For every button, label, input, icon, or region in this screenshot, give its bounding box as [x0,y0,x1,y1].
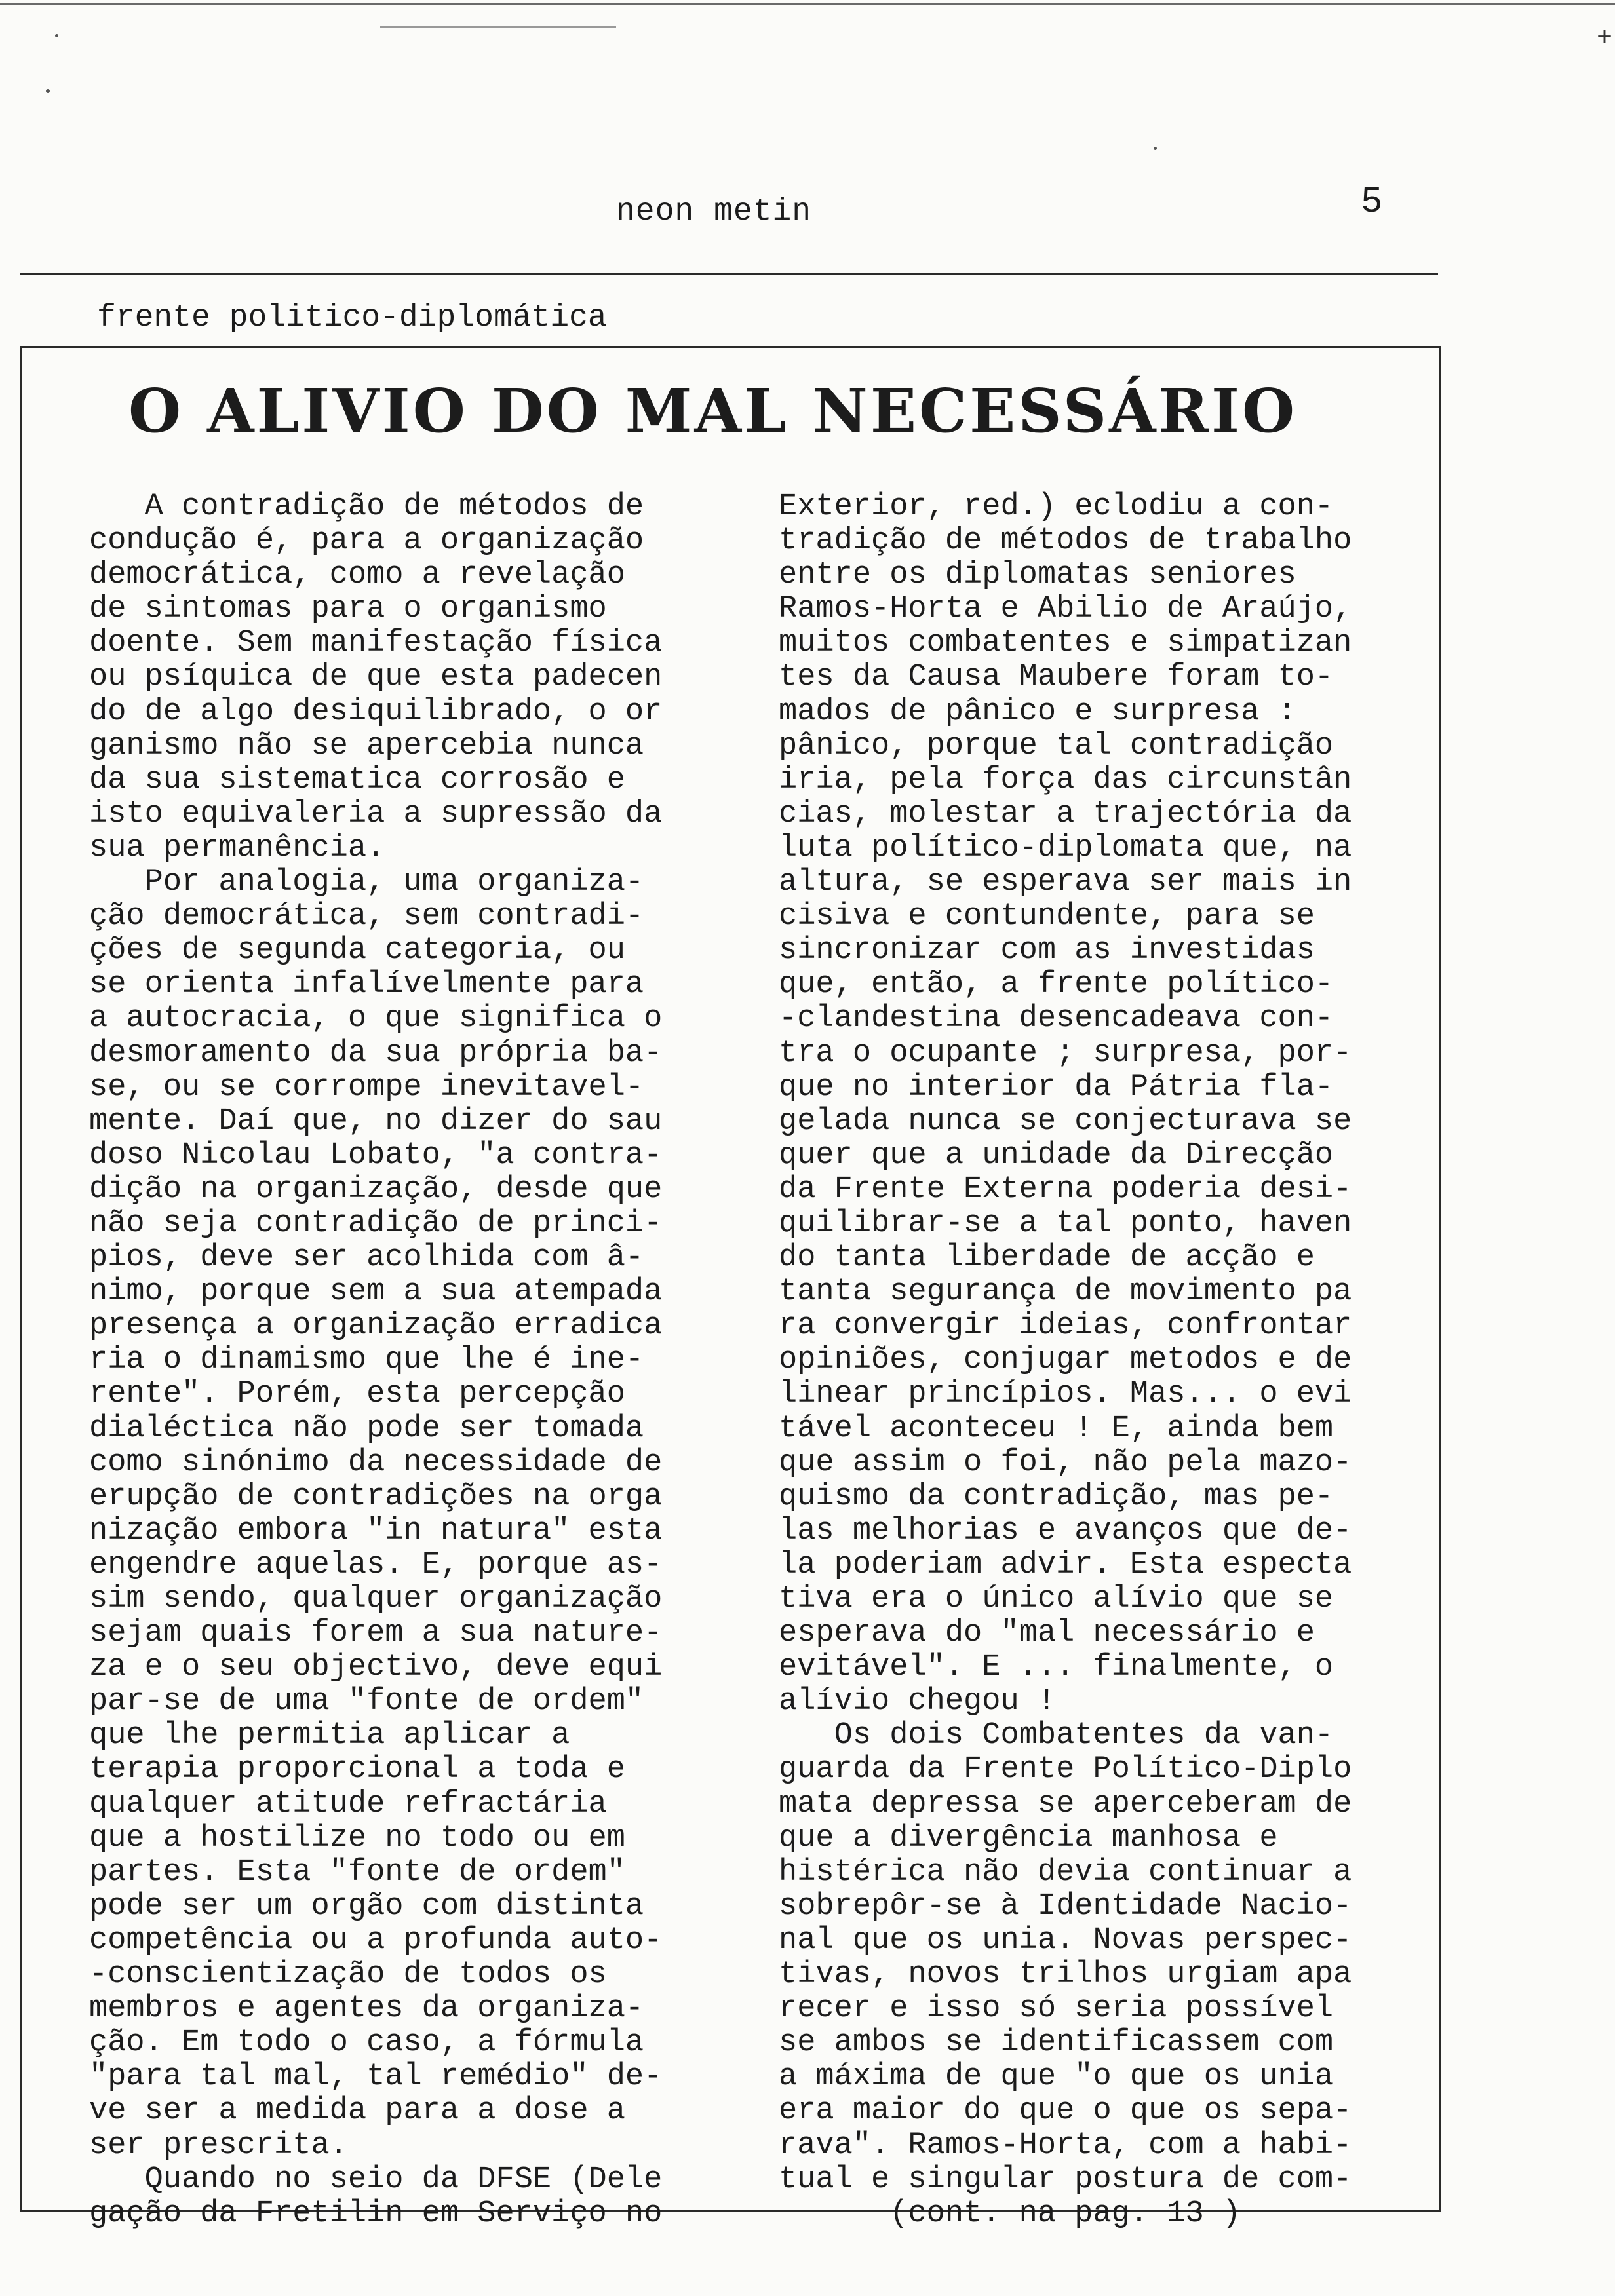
corner-mark: + [1597,24,1613,54]
article-text-line: sim sendo, qualquer organização [89,1582,663,1617]
article-text-line: Por analogia, uma organiza- [89,865,644,900]
article-text-line: nização embora "in natura" esta [89,1513,663,1548]
article-text-line: a máxima de que "o que os unia [779,2059,1334,2095]
article-text-line: linear princípios. Mas... o evi [779,1377,1352,1412]
article-text-line: membros e agentes da organiza- [89,1991,644,2027]
article-text-line: doente. Sem manifestação física [89,626,663,661]
article-text-line: desmoramento da sua própria ba- [89,1035,663,1071]
article-text-line: que, então, a frente político- [779,967,1334,1003]
article-text-line: ra convergir ideias, confrontar [779,1309,1352,1344]
scan-speck [380,26,616,28]
article-text-line: -clandestina desencadeava con- [779,1001,1334,1037]
article-text-line: gelada nunca se conjecturava se [779,1103,1352,1139]
article-text-line: mente. Daí que, no dizer do sau [89,1103,663,1139]
publication-name: neon metin [616,194,812,229]
article-text-line: altura, se esperava ser mais in [779,865,1352,900]
article-text-line: tivas, novos trilhos urgiam apa [779,1957,1352,1993]
article-text-line: guarda da Frente Político-Diplo [779,1752,1352,1788]
article-text-line: za e o seu objectivo, deve equi [89,1650,663,1685]
article-text-line: ser prescrita. [89,2128,348,2163]
article-text-line: Exterior, red.) eclodiu a con- [779,489,1334,524]
article-text-line: se, ou se corrompe inevitavel- [89,1069,644,1105]
article-text-line: (cont. na pag. 13 ) [779,2196,1241,2231]
article-text-line: esperava do "mal necessário e [779,1616,1315,1651]
article-text-line: las melhorias e avanços que de- [779,1513,1352,1548]
article-text-line: ou psíquica de que esta padecen [89,660,663,695]
article-text-line: rava". Ramos-Horta, com a habi- [779,2128,1352,2163]
article-text-line: Ramos-Horta e Abilio de Araújo, [779,592,1352,627]
article-text-line: de sintomas para o organismo [89,592,607,627]
article-text-line: do de algo desiquilibrado, o or [89,694,663,729]
article-text-line: la poderiam advir. Esta especta [779,1547,1352,1582]
article-text-line: ções de segunda categoria, ou [89,933,625,968]
article-text-line: sejam quais forem a sua nature- [89,1616,663,1651]
article-text-line: ganismo não se apercebia nunca [89,728,644,763]
article-text-line: pânico, porque tal contradição [779,728,1334,763]
article-text-line: como sinónimo da necessidade de [89,1445,663,1480]
article-text-line: mados de pânico e surpresa : [779,694,1296,729]
article-text-line: mata depressa se aperceberam de [779,1786,1352,1822]
article-text-line: partes. Esta "fonte de ordem" [89,1854,625,1890]
article-text-line: presença a organização erradica [89,1309,663,1344]
article-text-line: que lhe permitia aplicar a [89,1718,570,1753]
article-text-line: qualquer atitude refractária [89,1786,607,1822]
article-text-line: cias, molestar a trajectória da [779,796,1352,832]
page-number: 5 [1361,181,1383,223]
article-text-line: da sua sistematica corrosão e [89,762,625,797]
article-text-line: nimo, porque sem a sua atempada [89,1274,663,1310]
article-text-line: da Frente Externa poderia desi- [779,1172,1352,1207]
article-text-line: iria, pela força das circunstân [779,762,1352,797]
article-text-line: Quando no seio da DFSE (Dele [89,2162,663,2197]
article-text-line: ção democrática, sem contradi- [89,899,644,934]
article-text-line: engendre aquelas. E, porque as- [89,1547,663,1582]
article-text-line: ria o dinamismo que lhe é ine- [89,1343,644,1378]
article-text-line: sincronizar com as investidas [779,933,1315,968]
article-text-line: sobrepôr-se à Identidade Nacio- [779,1888,1352,1924]
article-text-line: luta político-diplomata que, na [779,830,1352,866]
article-left-column [89,490,712,2231]
article-text-line: se orienta infalívelmente para [89,967,644,1003]
article-text-line: era maior do que o que os sepa- [779,2094,1352,2129]
scan-speck [55,34,58,37]
article-right-column [779,490,1421,2231]
article-text-line: que assim o foi, não pela mazo- [779,1445,1352,1480]
article-text-line: histérica não devia continuar a [779,1854,1352,1890]
article-text-line: tiva era o único alívio que se [779,1582,1334,1617]
article-text-line: que a divergência manhosa e [779,1820,1278,1856]
article-text-line: recer e isso só seria possível [779,1991,1334,2027]
article-text-line: evitável". E ... finalmente, o [779,1650,1334,1685]
scan-speck [1154,147,1157,150]
article-text-line: gação da Fretilin em Serviço no [89,2196,663,2231]
article-text-line: dialéctica não pode ser tomada [89,1411,644,1446]
article-text-line: condução é, para a organização [89,524,644,559]
article-text-line: terapia proporcional a toda e [89,1752,625,1788]
article-text-line: quilibrar-se a tal ponto, haven [779,1206,1352,1241]
article-text-line: "para tal mal, tal remédio" de- [89,2059,663,2095]
article-text-line: par-se de uma "fonte de ordem" [89,1684,644,1719]
article-text-line: opiniões, conjugar metodos e de [779,1343,1352,1378]
article-text-line: ve ser a medida para a dose a [89,2094,625,2129]
article-text-line: pode ser um orgão com distinta [89,1888,644,1924]
article-text-line: que a hostilize no todo ou em [89,1820,625,1856]
article-text-line: ção. Em todo o caso, a fórmula [89,2025,644,2061]
article-text-line: muitos combatentes e simpatizan [779,626,1352,661]
article-text-line: A contradição de métodos de [89,489,644,524]
article-text-line: cisiva e contundente, para se [779,899,1315,934]
article-text-line: do tanta liberdade de acção e [779,1240,1315,1276]
article-text-line: tes da Causa Maubere foram to- [779,660,1334,695]
article-headline: O ALIVIO DO MAL NECESSÁRIO [128,375,1298,446]
article-text-line: quer que a unidade da Direcção [779,1138,1334,1173]
article-text-line: erupção de contradições na orga [89,1479,663,1514]
article-text-line: entre os diplomatas seniores [779,558,1296,593]
article-text-line: quismo da contradição, mas pe- [779,1479,1334,1514]
article-text-line: Os dois Combatentes da van- [779,1718,1334,1753]
article-text-line: -conscientização de todos os [89,1957,607,1993]
article-text-line: isto equivaleria a supressão da [89,796,663,832]
article-text-line: se ambos se identificassem com [779,2025,1334,2061]
article-text-line: tual e singular postura de com- [779,2162,1352,2197]
scan-speck [46,89,50,93]
article-text-line: tradição de métodos de trabalho [779,524,1352,559]
top-edge-line [0,3,1615,5]
article-text-line: sua permanência. [89,830,385,866]
article-text-line: dição na organização, desde que [89,1172,663,1207]
article-text-line: tra o ocupante ; surpresa, por- [779,1035,1352,1071]
section-label: frente politico-diplomática [97,300,607,335]
article-text-line: pios, deve ser acolhida com â- [89,1240,644,1276]
article-text-line: democrática, como a revelação [89,558,625,593]
article-text-line: que no interior da Pátria fla- [779,1069,1334,1105]
article-text-line: nal que os unia. Novas perspec- [779,1923,1352,1958]
article-text-line: doso Nicolau Lobato, "a contra- [89,1138,663,1173]
article-text-line: tanta segurança de movimento pa [779,1274,1352,1310]
article-text-line: a autocracia, o que significa o [89,1001,663,1037]
article-text-line: não seja contradição de princi- [89,1206,663,1241]
article-text-line: competência ou a profunda auto- [89,1923,663,1958]
article-text-line: rente". Porém, esta percepção [89,1377,625,1412]
article-text-line: alívio chegou ! [779,1684,1057,1719]
article-text-line: tável aconteceu ! E, ainda bem [779,1411,1334,1446]
header-divider [20,273,1438,275]
